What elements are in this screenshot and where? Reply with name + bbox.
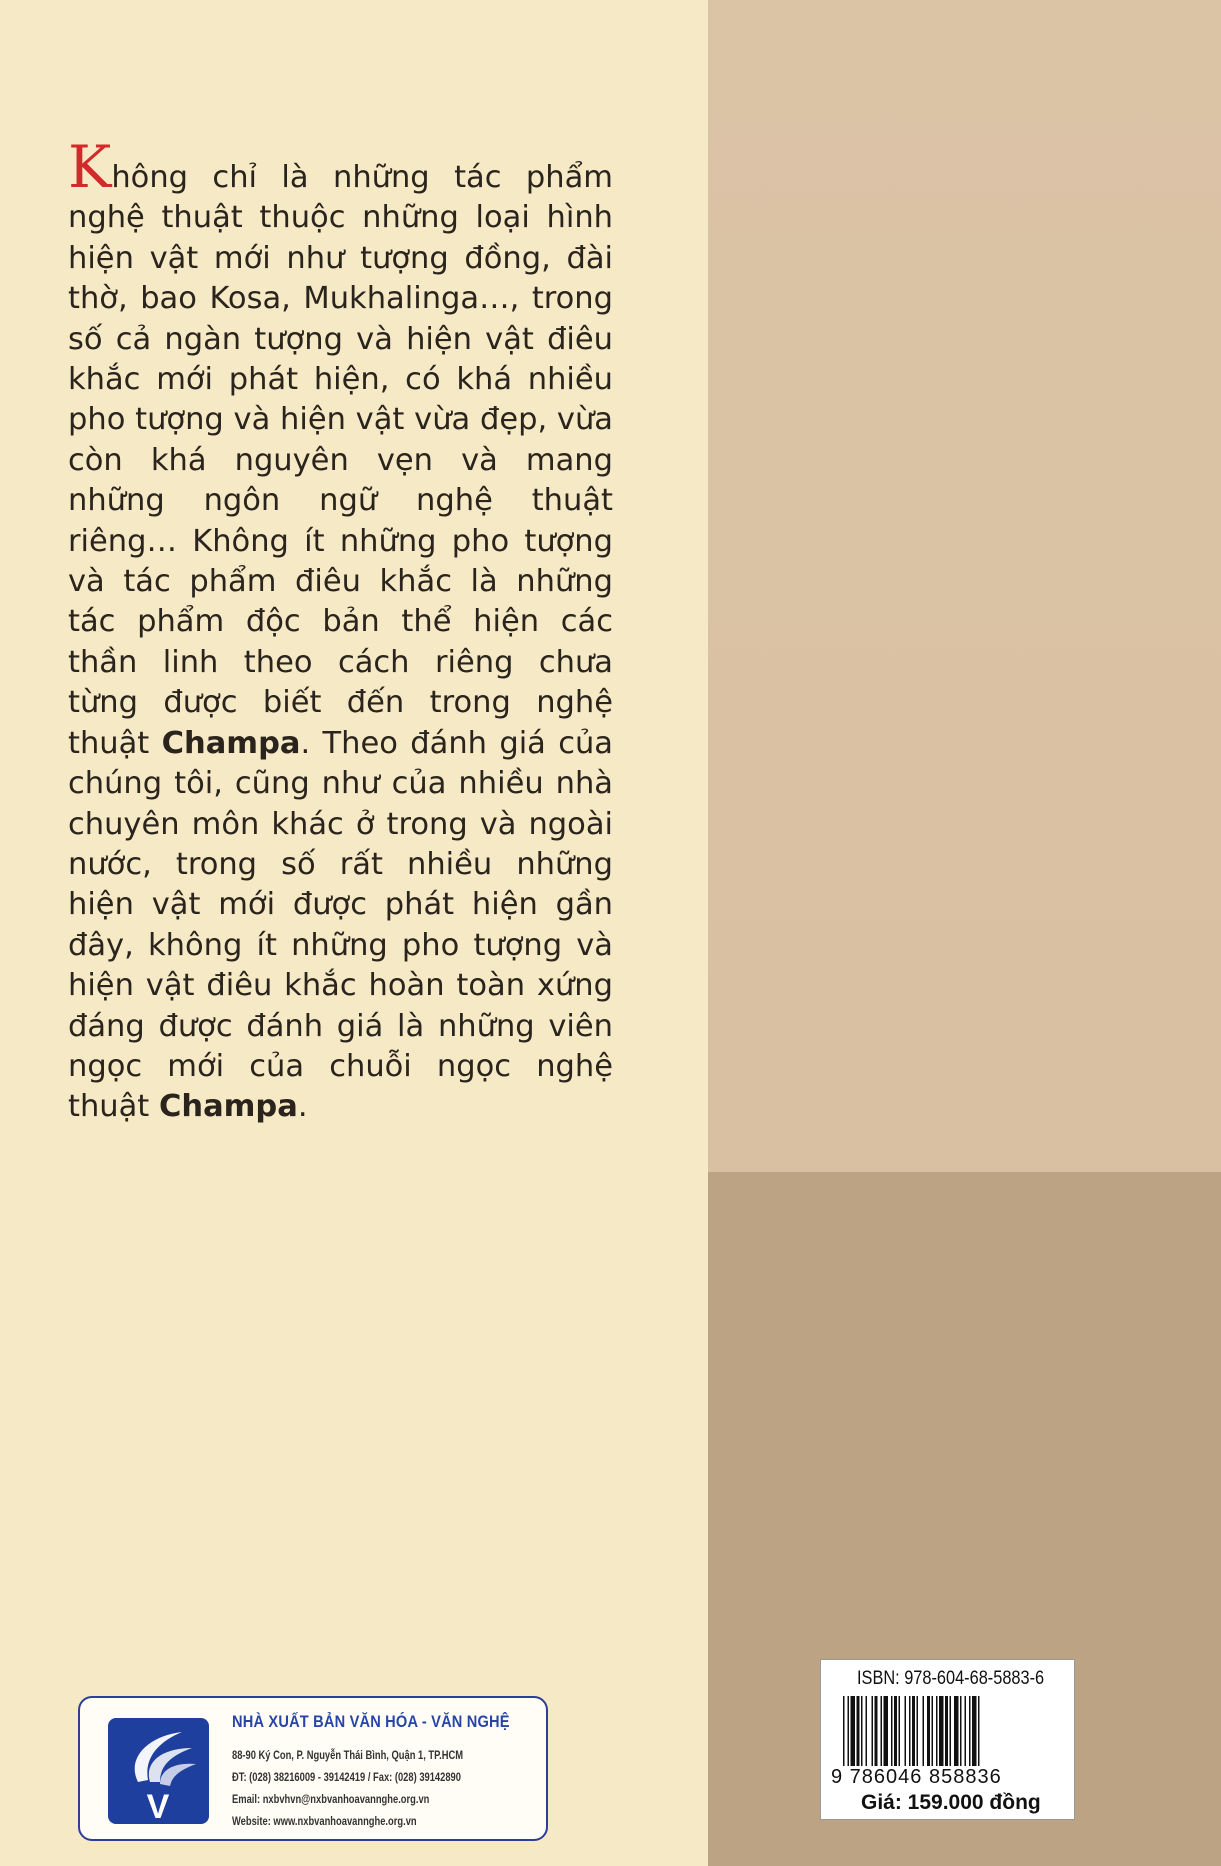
publisher-address: 88-90 Ký Con, P. Nguyễn Thái Bình, Quận 1, TP.HCM [232,1748,464,1762]
side-panel-upper [708,0,1221,1172]
champa-term-2: Champa [158,1089,298,1125]
price-label: Giá: 159.000 đồng [861,1791,1041,1814]
back-cover-text [68,133,613,1128]
publisher-website: Website: www.nxbvanhoavannghe.org.vn [232,1814,417,1828]
champa-term-1: Champa [161,725,301,761]
logo-letter: V [146,1788,170,1824]
publisher-logo-icon [108,1718,209,1824]
publisher-box [78,1696,548,1841]
isbn-box [820,1659,1075,1820]
text-part-3: . [297,1089,308,1125]
text-part-1: hông chỉ là những tác phẩm nghệ thuật thuộc những loại hình hiện vật mới như tượng đồng, đài thờ, bao Kosa, Mukhalinga…, trong số cả ngàn tượng và hiện vật điêu khắc mới phát hiện, có khá nhiều pho tượng và hiện vật vừa đẹp, vừa còn khá nguyên vẹn và mang những ngôn ngữ nghệ thuật riêng… Không ít những pho tượng và tác phẩm điêu khắc là những tác phẩm độc bản thể hiện các thần linh theo cách riêng chưa từng được biết đến trong nghệ thuật [68,160,613,761]
isbn-label: ISBN: 978-604-68-5883-6 [857,1668,1045,1689]
publisher-email: Email: nxbvhvn@nxbvanhoavannghe.org.vn [232,1792,430,1806]
barcode-digits: 9 786046 858836 [831,1766,1002,1788]
publisher-phone: ĐT: (028) 38216009 - 39142419 / Fax: (028) 39142890 [232,1770,461,1784]
barcode-icon [843,1696,1057,1766]
publisher-name: NHÀ XUẤT BẢN VĂN HÓA - VĂN NGHỆ [232,1712,510,1731]
dropcap-letter: K [68,133,112,201]
text-part-2: . Theo đánh giá của chúng tôi, cũng như của nhiều nhà chuyên môn khác ở trong và ngoài nước, trong số rất nhiều những hiện vật mới được phát hiện gần đây, không ít những pho tượng và hiện vật điêu khắc hoàn toàn xứng đáng được đánh giá là những viên ngọc mới của chuỗi ngọc nghệ thuật [68,725,613,1125]
